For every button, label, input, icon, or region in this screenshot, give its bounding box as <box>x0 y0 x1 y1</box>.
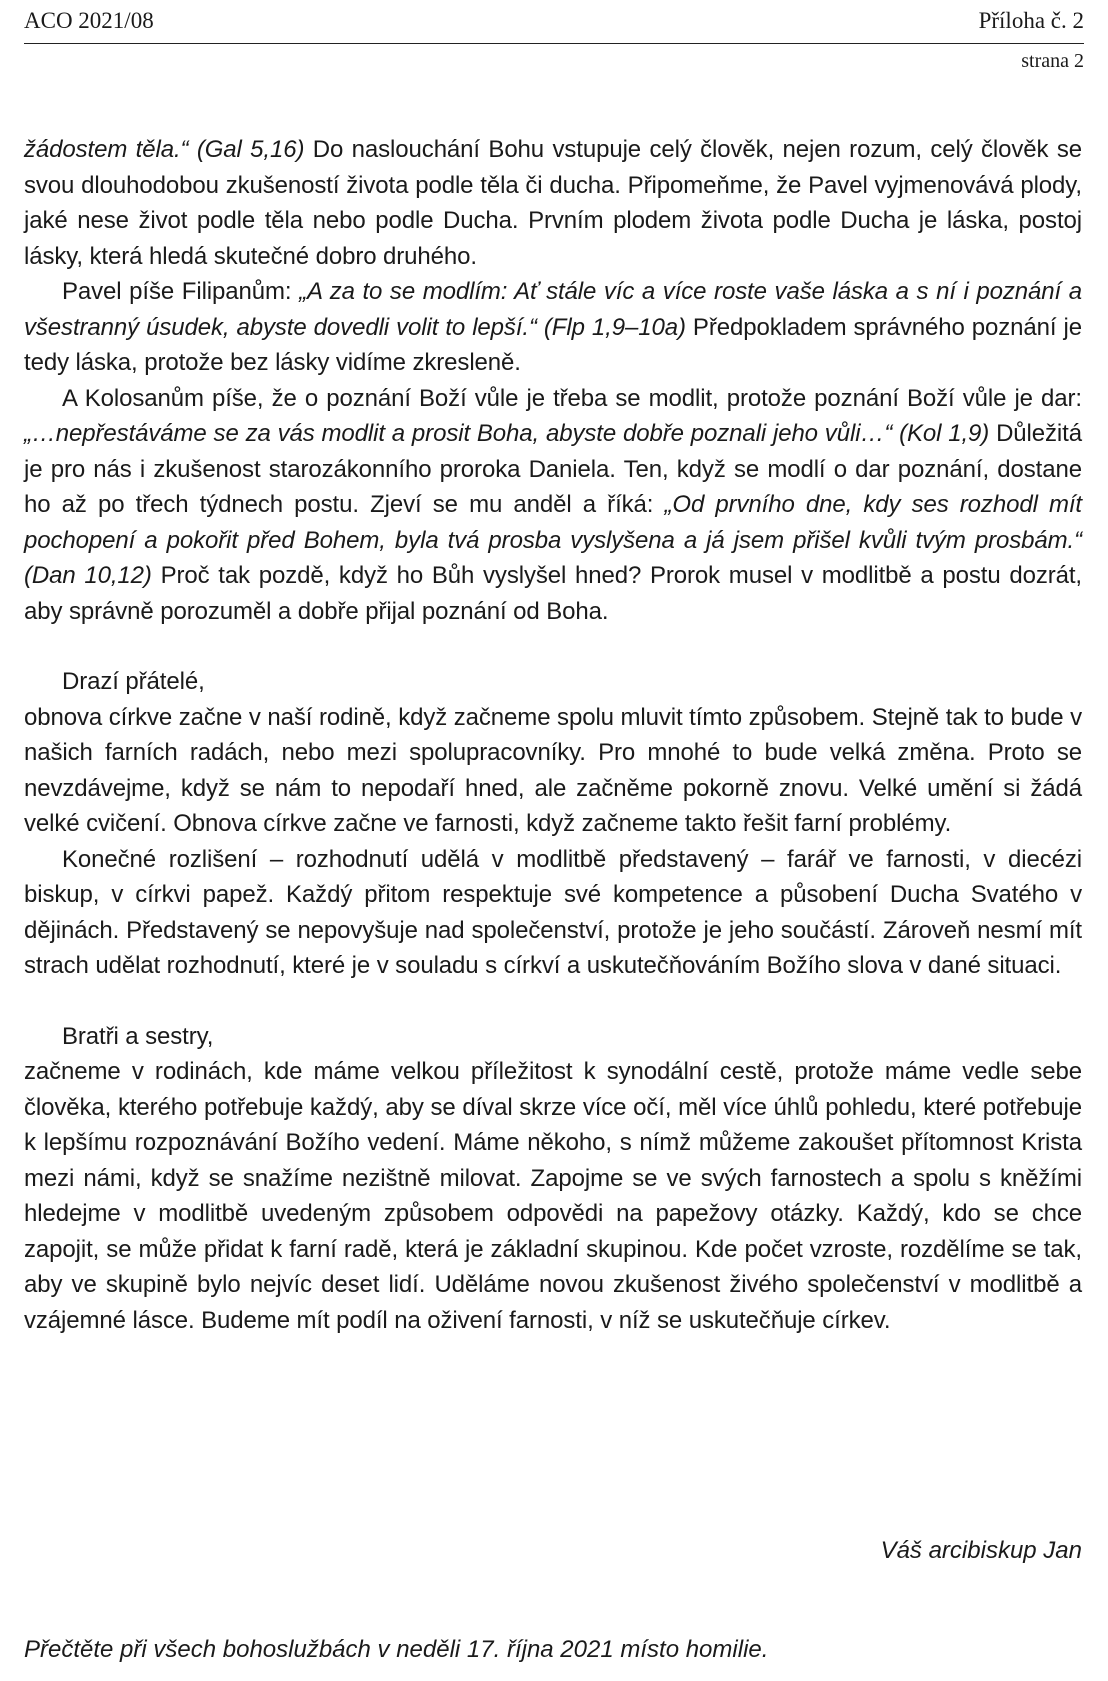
paragraph: Konečné rozlišení – rozhodnutí udělá v modlitbě představený – farář ve farnosti, v diecézi biskup, v církvi papež. Každý přitom respektuje své kompetence a působení Ducha Svatého v dějinách. Představený se nepovyšuje nad společenství, protože je jeho součástí. Zároveň nesmí mít strach udělat rozhodnutí, které je v souladu s církví a uskutečňováním Božího slova v dané situaci. <box>24 845 1082 979</box>
scripture-quote: žádostem těla.“ (Gal 5,16) <box>24 136 305 163</box>
page-header <box>24 0 1084 44</box>
paragraph-text: Důležitá je pro nás i zkušenost starozákonního proroka Daniela. Ten, když se modlí o dar poznání, dostane ho až po třech týdnech postu. Zjeví se mu anděl a říká: <box>24 420 1082 518</box>
page-number: strana 2 <box>1021 50 1084 72</box>
reading-instruction: Přečtěte při všech bohoslužbách v neděli 17. října 2021 místo homilie. <box>24 1636 769 1663</box>
paragraph-text: Do naslouchání Bohu vstupuje celý člověk, nejen rozum, celý člověk se svou dlouhodobou zkušeností života podle těla či ducha. Připomeňme, že Pavel vyjmenovává plody, jaké nese život podle těla nebo podle Ducha. Prvním plodem života podle Ducha je láska, postoj lásky, která hledá skutečné dobro druhého. <box>24 136 1082 270</box>
signature: Váš arcibiskup Jan <box>880 1537 1082 1564</box>
paragraph <box>24 381 1082 630</box>
paragraph <box>24 132 1082 274</box>
paragraph-text: Předpokladem správného poznání je tedy láska, protože bez lásky vidíme zkresleně. <box>24 313 1083 376</box>
document-id: ACO 2021/08 <box>24 8 154 33</box>
paragraph-text: A Kolosanům píše, že o poznání Boží vůle je třeba se modlit, protože poznání Boží vůle je dar: <box>62 384 1082 412</box>
scripture-quote: „A za to se modlím: Ať stále víc a více roste vaše láska a s ní i poznání a všestranný úsudek, abyste dovedli volit to lepší.“ (Flp 1,9–10a) <box>24 278 1082 341</box>
paragraph: začneme v rodinách, kde máme velkou příležitost k synodální cestě, protože máme vedle sebe člověka, kterého potřebuje každý, aby se díval skrze více očí, měl více úhlů pohledu, které potřebuje k lepšímu rozpoznávání Božího vedení. Máme někoho, s nímž můžeme zakoušet přítomnost Krista mezi námi, když se snažíme nezištně milovat. Zapojme se ve svých farnostech a spolu s kněžími hledejme v modlitbě uvedeným způsobem odpovědi na papežovy otázky. Každý, kdo se chce zapojit, se může přidat k farní radě, která je základní skupinou. Kde počet vzroste, rozdělíme se tak, aby ve skupině bylo nejvíc deset lidí. Uděláme novou zkušenost živého společenství v modlitbě a vzájemné lásce. Budeme mít podíl na oživení farnosti, v níž se uskutečňuje církev. <box>24 1058 1082 1334</box>
letter-body <box>24 132 1082 1338</box>
salutation: Drazí přátelé, <box>62 668 205 695</box>
salutation: Bratři a sestry, <box>62 1022 214 1050</box>
paragraph <box>24 274 1082 381</box>
attachment-label: Příloha č. 2 <box>978 8 1084 33</box>
paragraph: obnova církve začne v naší rodině, když začneme spolu mluvit tímto způsobem. Stejně tak to bude v našich farních radách, nebo mezi spolupracovníky. Pro mnohé to bude velká změna. Proto se nevzdávejme, když se nám to nepodaří hned, ale začněme pokorně znovu. Velké umění si žádá velké cvičení. Obnova církve začne ve farnosti, když začneme takto řešit farní problémy. <box>24 703 1082 837</box>
scripture-quote: „…nepřestáváme se za vás modlit a prosit Boha, abyste dobře poznali jeho vůli…“ (Kol 1,9) <box>24 420 990 447</box>
paragraph-text: Proč tak pozdě, když ho Bůh vyslyšel hned? Prorok musel v modlitbě a postu dozrát, aby správně porozuměl a dobře přijal poznání od Boha. <box>24 562 1082 625</box>
scripture-quote: „Od prvního dne, kdy ses rozhodl mít pochopení a pokořit před Bohem, byla tvá prosba vyslyšena a já jsem přišel kvůli tvým prosbám.“ (Dan 10,12) <box>24 491 1082 589</box>
paragraph-text: Pavel píše Filipanům: <box>62 278 300 305</box>
